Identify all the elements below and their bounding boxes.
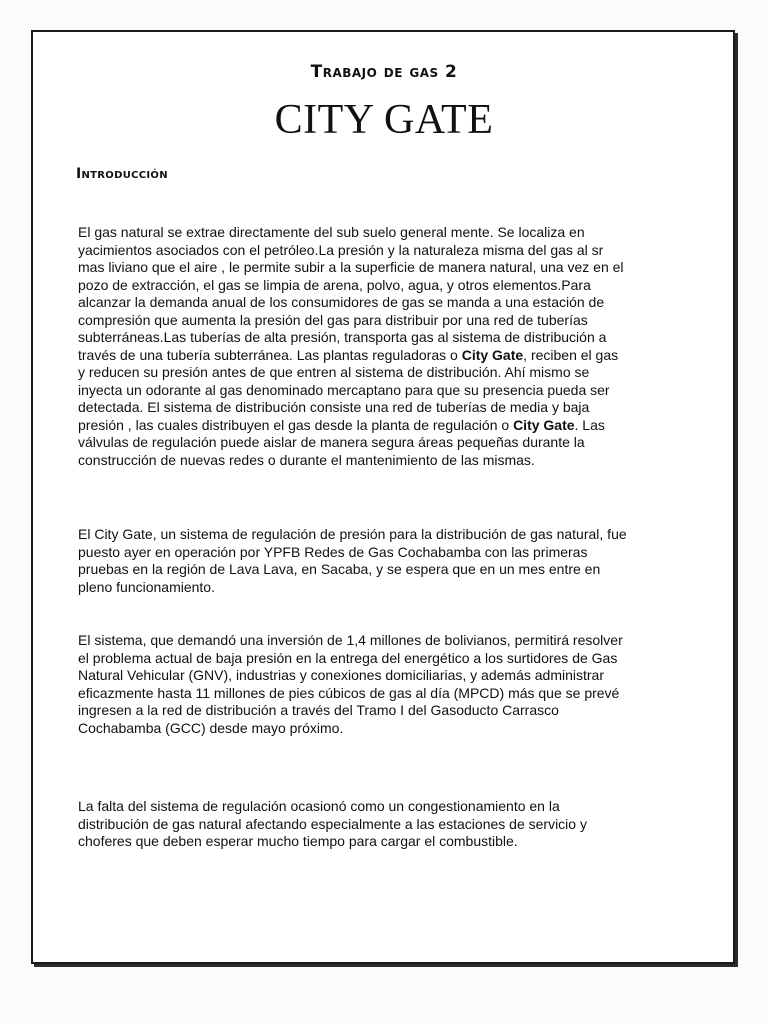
paragraph-4: [78, 798, 628, 851]
paragraph-1-bold-city-gate-2: City Gate: [513, 416, 575, 433]
paragraph-1-text-c: . Las válvulas de regulación puede aislar de manera segura áreas pequeñas durante la construcción de nuevas redes o durante el mantenimiento de las mismas.: [78, 416, 605, 468]
paragraph-2: [78, 526, 628, 596]
paragraph-2-text: El City Gate, un sistema de regulación de presión para la distribución de gas natural, fue puesto ayer en operación por YPFB Redes de Gas Cochabamba con las primeras pruebas en la región de Lava Lava, en Sacaba, y se espera que en un mes entre en pleno funcionamiento.: [78, 526, 627, 595]
document-subtitle: Trabajo de gas 2: [310, 62, 458, 82]
paragraph-3-text: El sistema, que demandó una inversión de 1,4 millones de bolivianos, permitirá resolver el problema actual de baja presión en la entrega del energético a los surtidores de Gas Natural Vehicular (GNV), industrias y conexiones domiciliarias, y además administrar eficazmente hasta 11 millones de pies cúbicos de gas al día (MPCD) más que se prevé ingresen a la red de distribución a través del Tramo I del Gasoducto Carrasco Cochabamba (GCC) desde mayo próximo.: [78, 632, 623, 736]
paragraph-1-bold-city-gate-1: City Gate: [461, 346, 524, 363]
paragraph-1-text-b: , reciben el gas y reducen su presión antes de que entren al sistema de distribución. Ahí mismo se inyecta un odorante al gas denominado mercaptano para que su presencia pueda ser detectada. El sistema de distribución consiste una red de tuberías de media y baja presión , las cuales distribuyen el gas desde la planta de regulación o: [78, 346, 619, 433]
section-heading-introduccion: Introducción: [76, 166, 168, 182]
paragraph-4-text: La falta del sistema de regulación ocasionó como un congestionamiento en la distribución de gas natural afectando especialmente a las estaciones de servicio y choferes que deben esperar mucho tiempo para cargar el combustible.: [78, 798, 587, 849]
paragraph-1: [78, 224, 628, 469]
document-title: CITY GATE: [274, 97, 494, 143]
paragraph-3: [78, 632, 628, 737]
paragraph-1-text-a: El gas natural se extrae directamente del sub suelo general mente. Se localiza en yacimientos asociados con el petróleo.La presión y la naturaleza misma del gas al sr mas liviano que el aire , le permite subir a la superficie de manera natural, una vez en el pozo de extracción, el gas se limpia de arena, polvo, agua, y otros elementos.Para alcanzar la demanda anual de los consumidores de gas se manda a una estación de compresión que aumenta la presión del gas para distribuir por una red de tuberías subterráneas.Las tuberías de alta presión, transporta gas al sistema de distribución a través de una tubería subterránea. Las plantas reguladoras o: [78, 224, 624, 363]
